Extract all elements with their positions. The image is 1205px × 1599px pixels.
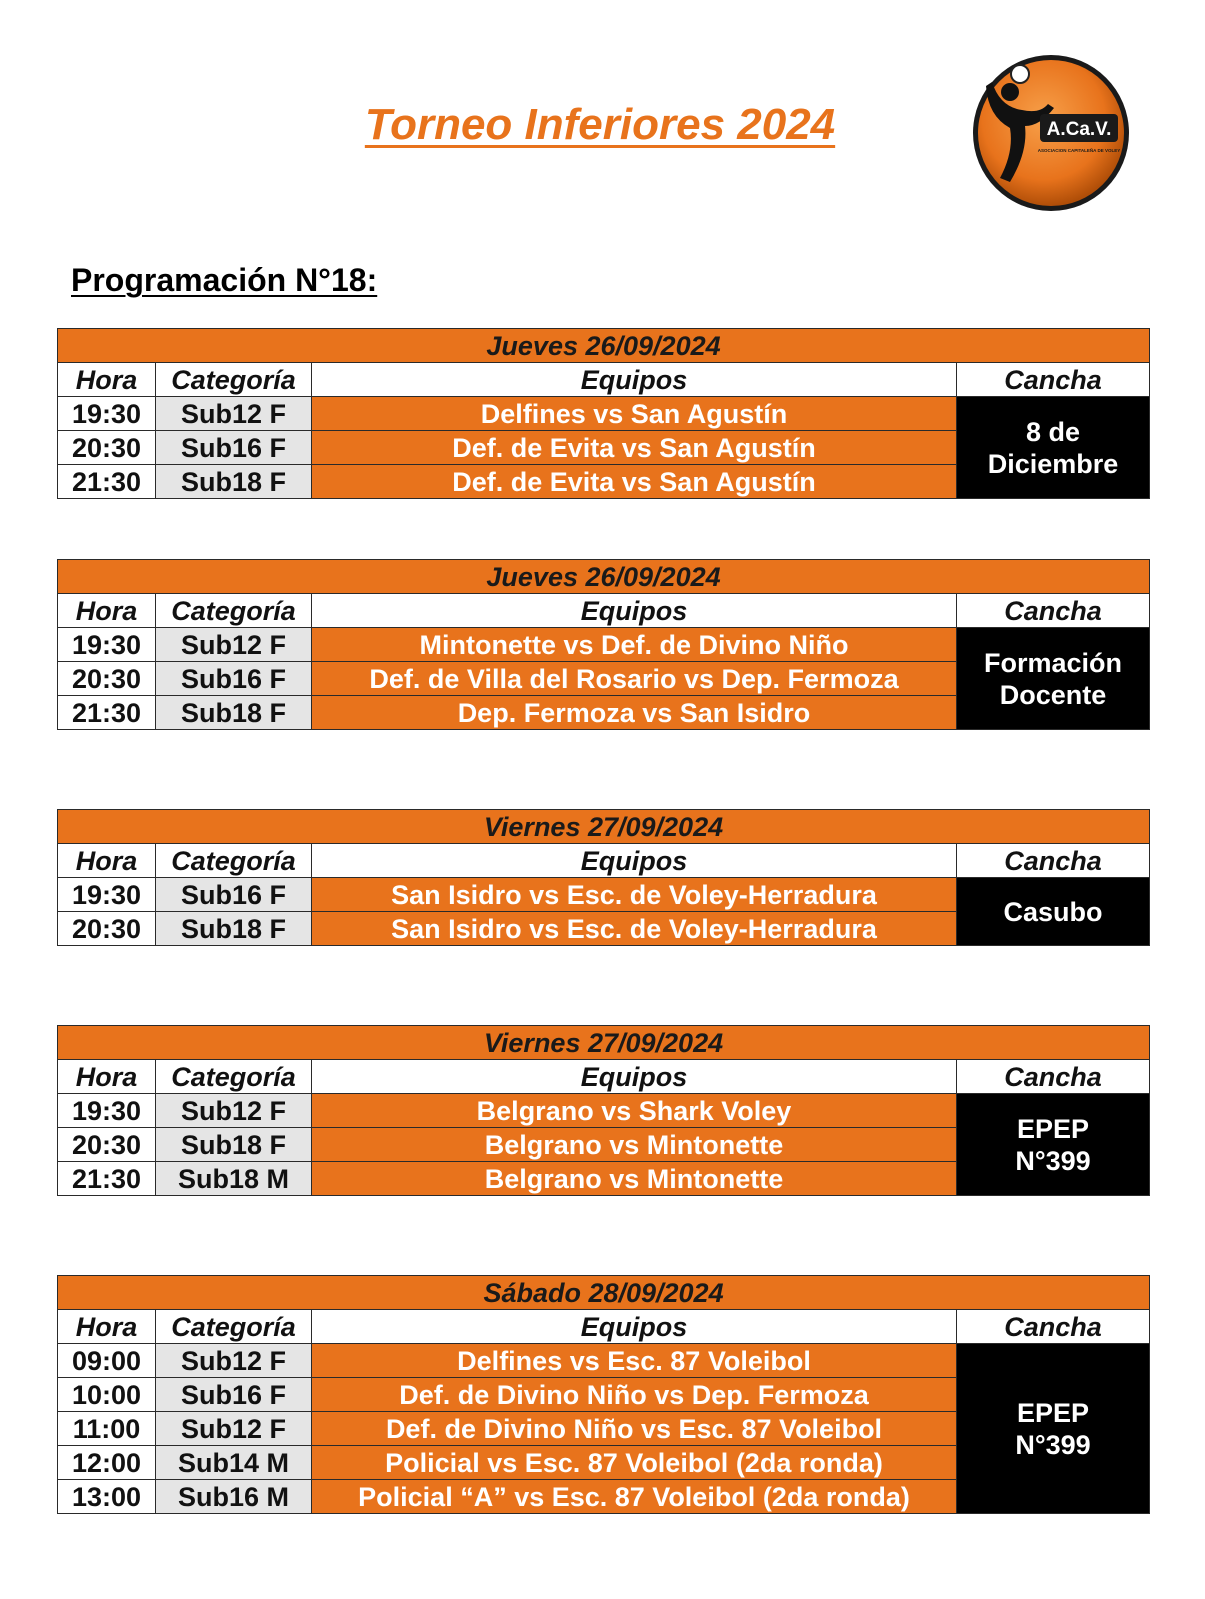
table-row (58, 1344, 1150, 1378)
match-teams: Mintonette vs Def. de Divino Niño (312, 628, 957, 662)
match-teams: Def. de Villa del Rosario vs Dep. Fermoza (312, 662, 957, 696)
match-time: 13:00 (58, 1480, 156, 1514)
match-category: Sub16 M (156, 1480, 312, 1514)
col-header-cancha: Cancha (957, 363, 1150, 397)
match-time: 10:00 (58, 1378, 156, 1412)
col-header-hora: Hora (58, 1060, 156, 1094)
day-header: Jueves 26/09/2024 (58, 560, 1150, 594)
match-teams: Policial vs Esc. 87 Voleibol (2da ronda) (312, 1446, 957, 1480)
match-time: 20:30 (58, 912, 156, 946)
match-teams: San Isidro vs Esc. de Voley-Herradura (312, 912, 957, 946)
venue-line: Docente (999, 679, 1107, 710)
col-header-equipos: Equipos (312, 363, 957, 397)
table-row (58, 1094, 1150, 1128)
match-time: 19:30 (58, 628, 156, 662)
match-category: Sub16 F (156, 878, 312, 912)
venue-line: EPEP (1016, 1113, 1090, 1144)
col-header-cancha: Cancha (957, 844, 1150, 878)
venue-line: Formación (984, 647, 1123, 678)
schedule-table (57, 328, 1150, 499)
venue-cell (957, 397, 1150, 499)
col-header-equipos: Equipos (312, 594, 957, 628)
match-time: 19:30 (58, 1094, 156, 1128)
venue-line: N°399 (1015, 1429, 1091, 1460)
venue-cell (957, 1344, 1150, 1514)
match-category: Sub18 F (156, 912, 312, 946)
match-category: Sub12 F (156, 397, 312, 431)
match-teams: Def. de Evita vs San Agustín (312, 465, 957, 499)
match-time: 09:00 (58, 1344, 156, 1378)
col-header-categoria: Categoría (156, 844, 312, 878)
match-teams: Belgrano vs Shark Voley (312, 1094, 957, 1128)
schedule-table (57, 1275, 1150, 1514)
logo-subtext: ASOCIACION CAPITALEÑA DE VOLEY (1037, 148, 1121, 153)
match-category: Sub12 F (156, 1094, 312, 1128)
match-time: 11:00 (58, 1412, 156, 1446)
match-category: Sub16 F (156, 1378, 312, 1412)
match-time: 19:30 (58, 878, 156, 912)
match-category: Sub18 F (156, 1128, 312, 1162)
match-category: Sub12 F (156, 1412, 312, 1446)
match-category: Sub12 F (156, 1344, 312, 1378)
match-category: Sub14 M (156, 1446, 312, 1480)
match-category: Sub18 F (156, 696, 312, 730)
match-time: 19:30 (58, 397, 156, 431)
match-teams: San Isidro vs Esc. de Voley-Herradura (312, 878, 957, 912)
match-teams: Delfines vs Esc. 87 Voleibol (312, 1344, 957, 1378)
venue-cell (957, 1094, 1150, 1196)
match-time: 20:30 (58, 662, 156, 696)
match-time: 20:30 (58, 431, 156, 465)
match-teams: Policial “A” vs Esc. 87 Voleibol (2da ronda) (312, 1480, 957, 1514)
col-header-hora: Hora (58, 844, 156, 878)
col-header-equipos: Equipos (312, 1060, 957, 1094)
match-time: 21:30 (58, 696, 156, 730)
schedule-table (57, 1025, 1150, 1196)
venue-line: Diciembre (987, 448, 1119, 479)
col-header-equipos: Equipos (312, 844, 957, 878)
col-header-cancha: Cancha (957, 1310, 1150, 1344)
venue-line: EPEP (1016, 1397, 1090, 1428)
match-teams: Belgrano vs Mintonette (312, 1162, 957, 1196)
match-time: 20:30 (58, 1128, 156, 1162)
col-header-categoria: Categoría (156, 594, 312, 628)
acav-logo (970, 52, 1132, 214)
col-header-hora: Hora (58, 363, 156, 397)
schedule-table (57, 559, 1150, 730)
venue-cell (957, 878, 1150, 946)
day-header: Sábado 28/09/2024 (58, 1276, 1150, 1310)
match-teams: Def. de Divino Niño vs Esc. 87 Voleibol (312, 1412, 957, 1446)
col-header-categoria: Categoría (156, 363, 312, 397)
page-title: Torneo Inferiores 2024 (364, 100, 836, 149)
col-header-categoria: Categoría (156, 1310, 312, 1344)
col-header-cancha: Cancha (957, 1060, 1150, 1094)
match-category: Sub16 F (156, 662, 312, 696)
match-time: 21:30 (58, 1162, 156, 1196)
match-category: Sub18 M (156, 1162, 312, 1196)
match-teams: Delfines vs San Agustín (312, 397, 957, 431)
match-category: Sub16 F (156, 431, 312, 465)
table-row (58, 878, 1150, 912)
day-header: Jueves 26/09/2024 (58, 329, 1150, 363)
match-teams: Def. de Evita vs San Agustín (312, 431, 957, 465)
day-header: Viernes 27/09/2024 (58, 1026, 1150, 1060)
match-time: 21:30 (58, 465, 156, 499)
match-time: 12:00 (58, 1446, 156, 1480)
table-row (58, 628, 1150, 662)
col-header-hora: Hora (58, 594, 156, 628)
venue-line: Casubo (1003, 896, 1103, 927)
day-header: Viernes 27/09/2024 (58, 810, 1150, 844)
schedule-table (57, 809, 1150, 946)
match-teams: Def. de Divino Niño vs Dep. Fermoza (312, 1378, 957, 1412)
logo-text: A.Ca.V. (1046, 119, 1112, 140)
match-teams: Dep. Fermoza vs San Isidro (312, 696, 957, 730)
match-teams: Belgrano vs Mintonette (312, 1128, 957, 1162)
col-header-hora: Hora (58, 1310, 156, 1344)
col-header-cancha: Cancha (957, 594, 1150, 628)
venue-line: 8 de (1026, 416, 1081, 447)
match-category: Sub18 F (156, 465, 312, 499)
table-row (58, 397, 1150, 431)
venue-cell (957, 628, 1150, 730)
venue-line: N°399 (1015, 1145, 1091, 1176)
col-header-categoria: Categoría (156, 1060, 312, 1094)
programming-heading: Programación N°18: (71, 262, 378, 298)
match-category: Sub12 F (156, 628, 312, 662)
col-header-equipos: Equipos (312, 1310, 957, 1344)
